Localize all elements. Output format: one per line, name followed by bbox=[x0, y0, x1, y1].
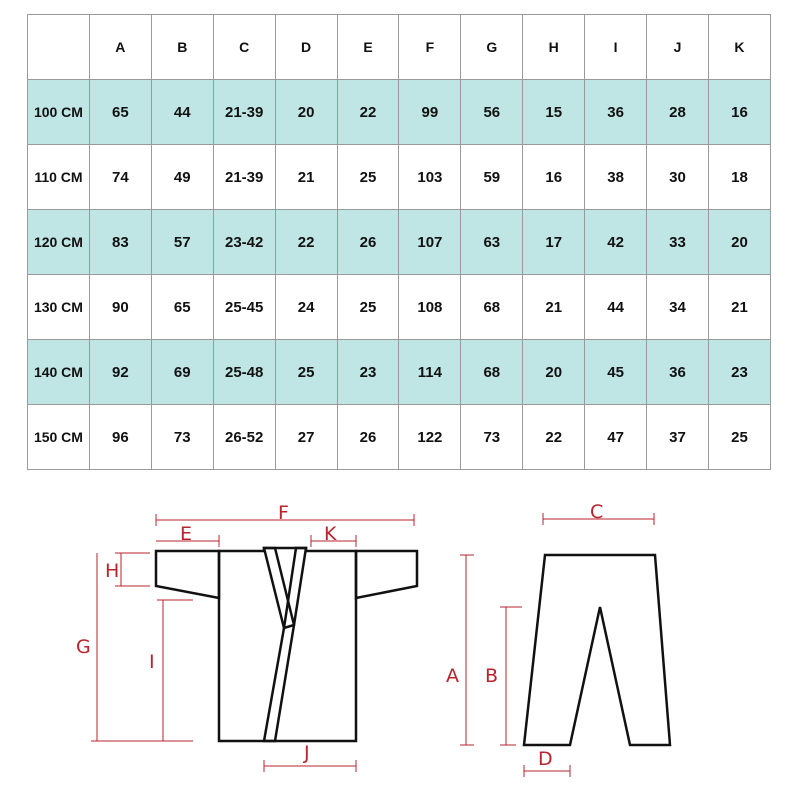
table-cell: 21 bbox=[708, 275, 770, 340]
table-row bbox=[28, 80, 771, 145]
table-cell: 26-52 bbox=[213, 405, 275, 470]
table-cell: 23-42 bbox=[213, 210, 275, 275]
jacket-drawing bbox=[156, 548, 417, 741]
table-cell: 24 bbox=[275, 275, 337, 340]
row-size-label: 100 CM bbox=[28, 80, 90, 145]
table-row bbox=[28, 145, 771, 210]
table-cell: 59 bbox=[461, 145, 523, 210]
label-E: E bbox=[180, 523, 193, 545]
column-header-D: D bbox=[275, 15, 337, 80]
jacket-collar bbox=[264, 548, 294, 741]
table-cell: 107 bbox=[399, 210, 461, 275]
table-cell: 44 bbox=[151, 80, 213, 145]
column-header-G: G bbox=[461, 15, 523, 80]
column-header-J: J bbox=[647, 15, 709, 80]
table-cell: 34 bbox=[647, 275, 709, 340]
table-cell: 26 bbox=[337, 210, 399, 275]
table-cell: 33 bbox=[647, 210, 709, 275]
table-cell: 90 bbox=[89, 275, 151, 340]
table-header-row bbox=[28, 15, 771, 80]
table-row bbox=[28, 210, 771, 275]
table-cell: 57 bbox=[151, 210, 213, 275]
label-B: B bbox=[485, 665, 499, 687]
table-cell: 18 bbox=[708, 145, 770, 210]
jacket-collar-right bbox=[284, 548, 306, 628]
label-K: K bbox=[324, 523, 337, 545]
table-cell: 96 bbox=[89, 405, 151, 470]
label-C: C bbox=[590, 501, 604, 523]
table-cell: 99 bbox=[399, 80, 461, 145]
table-cell: 21 bbox=[523, 275, 585, 340]
table-cell: 63 bbox=[461, 210, 523, 275]
table-cell: 25 bbox=[337, 145, 399, 210]
table-cell: 21-39 bbox=[213, 145, 275, 210]
table-cell: 45 bbox=[585, 340, 647, 405]
table-cell: 16 bbox=[708, 80, 770, 145]
table-cell: 25-45 bbox=[213, 275, 275, 340]
label-G: G bbox=[76, 636, 91, 658]
table-cell: 21-39 bbox=[213, 80, 275, 145]
jacket-body bbox=[219, 548, 356, 741]
row-size-label: 120 CM bbox=[28, 210, 90, 275]
column-header-A: A bbox=[89, 15, 151, 80]
row-size-label: 140 CM bbox=[28, 340, 90, 405]
table-cell: 83 bbox=[89, 210, 151, 275]
column-header-H: H bbox=[523, 15, 585, 80]
column-header-K: K bbox=[708, 15, 770, 80]
table-row bbox=[28, 275, 771, 340]
table-cell: 25 bbox=[337, 275, 399, 340]
table-cell: 17 bbox=[523, 210, 585, 275]
table-cell: 38 bbox=[585, 145, 647, 210]
table-cell: 28 bbox=[647, 80, 709, 145]
table-cell: 65 bbox=[151, 275, 213, 340]
table-cell: 65 bbox=[89, 80, 151, 145]
table-cell: 74 bbox=[89, 145, 151, 210]
table-cell: 21 bbox=[275, 145, 337, 210]
table-row bbox=[28, 340, 771, 405]
column-header-B: B bbox=[151, 15, 213, 80]
row-size-label: 130 CM bbox=[28, 275, 90, 340]
table-cell: 20 bbox=[275, 80, 337, 145]
row-size-label: 150 CM bbox=[28, 405, 90, 470]
table-cell: 37 bbox=[647, 405, 709, 470]
table-cell: 122 bbox=[399, 405, 461, 470]
table-cell: 25-48 bbox=[213, 340, 275, 405]
table-cell: 27 bbox=[275, 405, 337, 470]
table-cell: 108 bbox=[399, 275, 461, 340]
table-cell: 44 bbox=[585, 275, 647, 340]
table-cell: 25 bbox=[708, 405, 770, 470]
column-header-I: I bbox=[585, 15, 647, 80]
table-cell: 47 bbox=[585, 405, 647, 470]
row-size-label: 110 CM bbox=[28, 145, 90, 210]
label-J: J bbox=[304, 742, 310, 764]
label-A: A bbox=[446, 665, 459, 687]
table-cell: 15 bbox=[523, 80, 585, 145]
table-cell: 22 bbox=[337, 80, 399, 145]
size-chart-table bbox=[27, 14, 771, 470]
column-header-E: E bbox=[337, 15, 399, 80]
table-cell: 16 bbox=[523, 145, 585, 210]
table-cell: 68 bbox=[461, 340, 523, 405]
table-cell: 69 bbox=[151, 340, 213, 405]
table-cell: 92 bbox=[89, 340, 151, 405]
table-cell: 73 bbox=[461, 405, 523, 470]
table-cell: 20 bbox=[708, 210, 770, 275]
dimension-labels bbox=[76, 501, 603, 770]
column-header-F: F bbox=[399, 15, 461, 80]
table-cell: 42 bbox=[585, 210, 647, 275]
table-cell: 68 bbox=[461, 275, 523, 340]
table-cell: 56 bbox=[461, 80, 523, 145]
label-I: I bbox=[149, 651, 155, 673]
pants-outline bbox=[524, 555, 670, 745]
table-cell: 22 bbox=[275, 210, 337, 275]
table-cell: 20 bbox=[523, 340, 585, 405]
table-cell: 26 bbox=[337, 405, 399, 470]
table-cell: 49 bbox=[151, 145, 213, 210]
table-row bbox=[28, 405, 771, 470]
table-cell: 30 bbox=[647, 145, 709, 210]
pants-drawing bbox=[524, 555, 670, 745]
label-F: F bbox=[278, 502, 289, 524]
table-cell: 36 bbox=[647, 340, 709, 405]
table-cell: 36 bbox=[585, 80, 647, 145]
table-cell: 25 bbox=[275, 340, 337, 405]
column-header-C: C bbox=[213, 15, 275, 80]
label-D: D bbox=[538, 748, 553, 770]
table-cell: 114 bbox=[399, 340, 461, 405]
header-corner-cell bbox=[28, 15, 90, 80]
table-cell: 23 bbox=[337, 340, 399, 405]
table-cell: 22 bbox=[523, 405, 585, 470]
table-cell: 23 bbox=[708, 340, 770, 405]
dimension-lines bbox=[91, 513, 654, 777]
table-cell: 103 bbox=[399, 145, 461, 210]
table-cell: 73 bbox=[151, 405, 213, 470]
jacket-right-sleeve bbox=[356, 551, 417, 598]
jacket-left-sleeve bbox=[156, 551, 219, 598]
label-H: H bbox=[105, 560, 120, 582]
